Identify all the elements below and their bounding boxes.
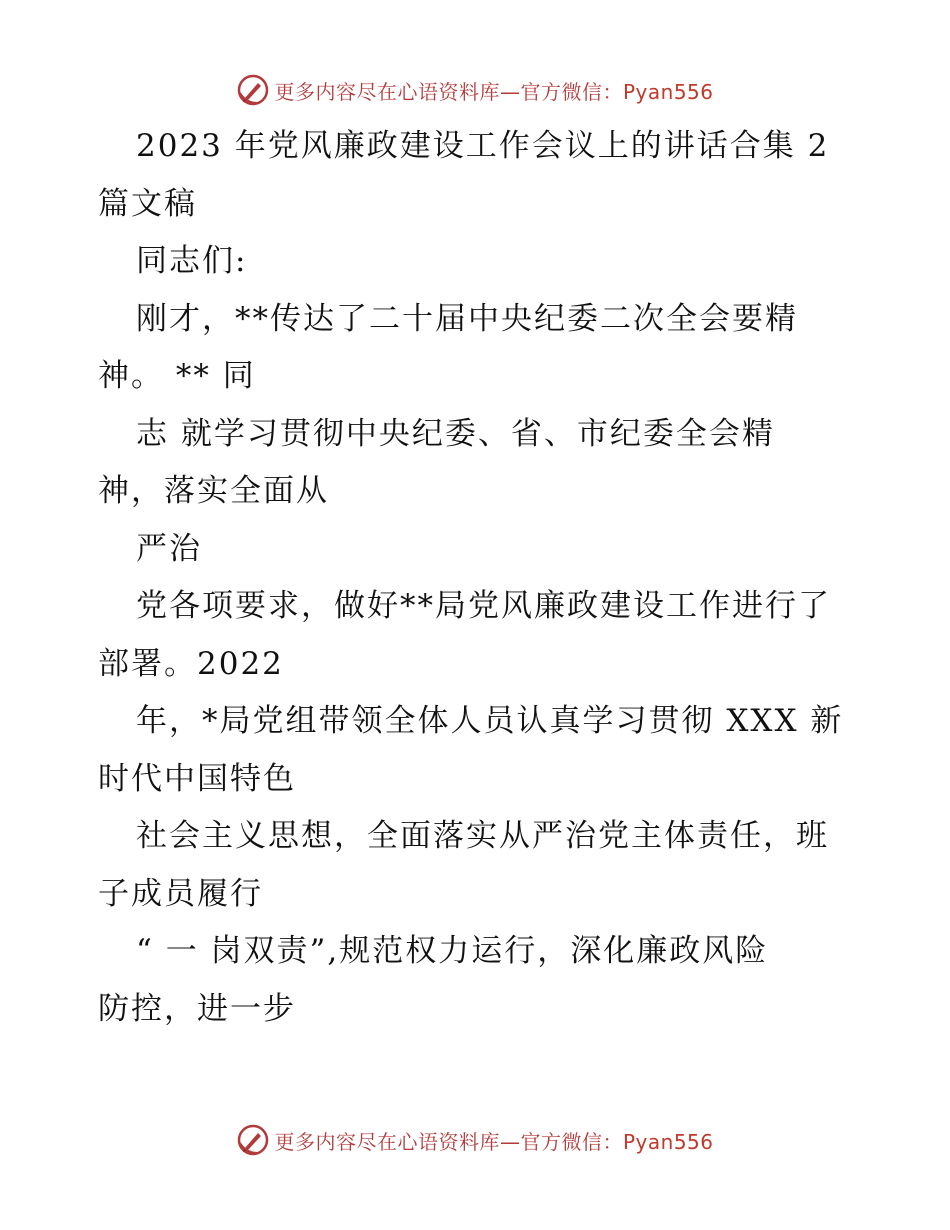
header-watermark (0, 70, 950, 110)
watermark-text: 更多内容尽在心语资料库—官方微信：Pyan556 (274, 1129, 714, 1154)
text-line: 同志们: (136, 243, 248, 279)
text-line: 社会主义思想，全面落实从严治党主体责任，班 (136, 818, 829, 854)
pen-logo-icon (236, 1123, 270, 1157)
pen-logo-icon (236, 73, 270, 107)
text-line: 时代中国特色 (98, 760, 296, 797)
text-line: 志 就学习贯彻中央纪委、省、市纪委全会精 (136, 415, 775, 452)
document-body (98, 118, 858, 1038)
text-line: 严治 (136, 530, 202, 567)
text-line: 篇文稿 (98, 185, 197, 222)
text-line: 刚才，**传达了二十届中央纪委二次全会要精 (136, 300, 798, 337)
text-line: 神，落实全面从 (98, 473, 329, 509)
text-line: 党各项要求，做好**局党风廉政建设工作进行了 (136, 588, 831, 624)
text-line: 防控，进一步 (98, 990, 296, 1027)
footer-watermark (0, 1120, 950, 1160)
text-line: 年，*局党组带领全体人员认真学习贯彻 XXX 新 (136, 703, 844, 739)
text-line: “ 一 岗双责”,规范权力运行，深化廉政风险 (136, 933, 769, 969)
text-line: 神。 ** 同 (98, 358, 256, 394)
text-line: 子成员履行 (98, 875, 263, 912)
watermark-text: 更多内容尽在心语资料库—官方微信：Pyan556 (274, 79, 714, 104)
text-line: 部署。2022 (98, 645, 284, 682)
text-line: 2023 年党风廉政建设工作会议上的讲话合集 2 (136, 128, 830, 164)
